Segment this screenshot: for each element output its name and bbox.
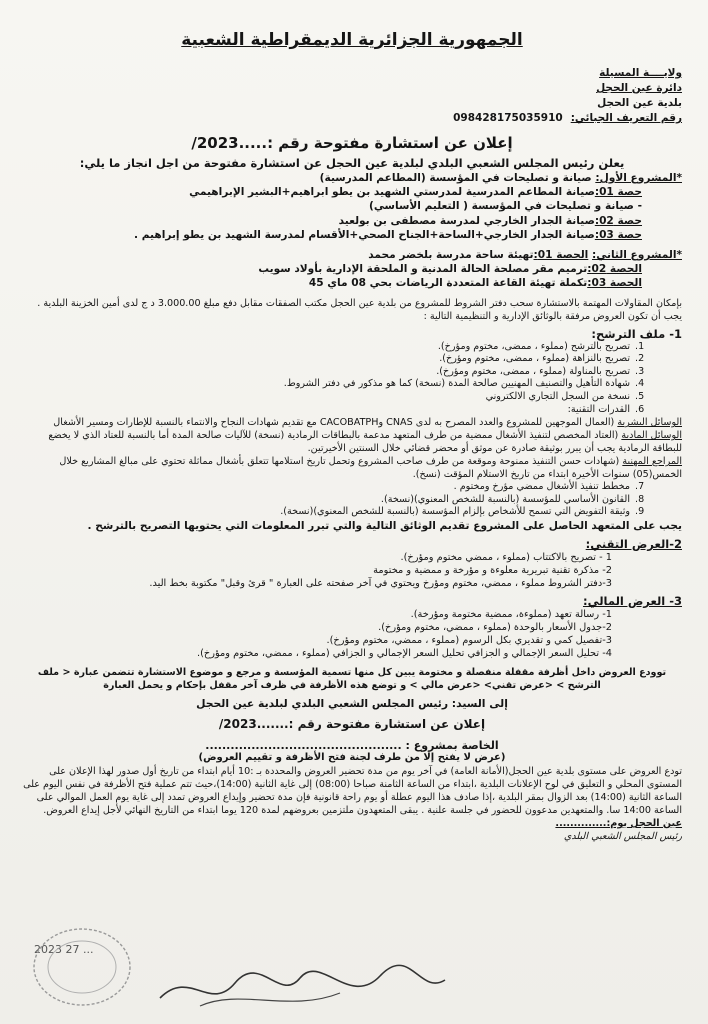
lot-text: صيانة الجدار الخارجي لمدرسة مصطفى بن بولعيد — [338, 214, 595, 227]
signer-title: رئيس المجلس الشعبي البلدي — [563, 830, 682, 842]
project-1-label: *المشروع الأول: — [595, 172, 682, 184]
project-2-lot-2 — [22, 262, 682, 276]
project-1-title: صيانة و تصليحات في المؤسسة (المطاعم المدرسية) — [319, 172, 592, 184]
lot-label: الحصة 03: — [587, 277, 642, 290]
fiscal-row — [22, 111, 682, 126]
lot-text: تهيئة ساحة مدرسة بلخضر محمد — [368, 249, 534, 262]
cap-refs-text: (شهادات حسن التنفيذ ممنوحة وموقعة من طرف صاحب المشروع وتحمل تاريخ استلامها تتعلق بأشغال مماثلة تحتوي على مبالغ المشاريع خلال الخمس(05) سنوات الأخيرة ابتداء من تاريخ الاستلام المؤقت (نسخ). — [59, 456, 682, 481]
bottom-notice-title: إعلان عن استشارة مفتوحة رقم :.......2023/ — [218, 716, 486, 731]
intro-paragraph: بإمكان المقاولات المهتمة بالاستشارة سحب دفتر الشروط للمشروع من بلدية عين الحجل مكتب الصفقات مقابل دفع مبلغ 3.000.00 د ج لدى أمين الخزينة البلدية . يجب أن تكون العروض مرفقة بالوثائق الإدارية و التنظيمية التالية : — [37, 297, 682, 322]
commune-line: بلدية عين الحجل — [597, 97, 682, 109]
project-1-lot-1 — [22, 185, 682, 199]
daira-line: دائرة عين الحجل — [596, 82, 682, 94]
fiscal-label: رقم التعريف الجبائي: — [570, 112, 682, 124]
list-item: 9. وثيقة التفويض التي تسمح للأشخاص بإلزام المؤسسة (بالنسبة للشخص المعنوي)(نسخة). — [22, 506, 632, 519]
list-item: 6. القدرات التقنية: — [22, 404, 632, 417]
section-2-title: 2-العرض التقني: — [585, 536, 682, 551]
lot-label: الحصة 01: — [533, 249, 589, 262]
section-1-title: 1- ملف الترشح: — [591, 326, 682, 341]
list-item: 2. تصريح بالنزاهة (مملوء ، ممضى، مختوم ومؤرخ). — [22, 353, 632, 366]
list-item: 3. تصريح بالمناولة (مملوء ، ممضى، مختوم ومؤرخ). — [22, 366, 632, 379]
project-2 — [22, 248, 682, 291]
final-paragraph: تودع العروض على مستوى بلدية عين الحجل(الأمانة العامة) في آخر يوم من مدة تحضير العروض والمحددة بـ :10 أيام ابتداء من تاريخ أول صدور لهذا الإعلان على المستوى المحلي و التعليق في لوح الإعلانات البلدية ،ابتداء من الساعة الثامنة صباحا (08:00) إلى غاية الثانية (14:00)،حيث تتم عملية فتح الأظرفة في نفس اليوم على الساعة الثانية (14:00) بعد الزوال بمقر البلدية ،إذا صادف هذا اليوم عطلة أو يوم راحة قانونية فإن مدة تحضير وإيداع العروض تمدد إلى غاية يوم العمل الموالي على الساعة 14:00 سا. والمتعهدين مدعوون للحضور في جلسة علنية . يبقى المتعهدون ملتزمين بعروضهم لمدة 120 يوما ابتداء من التاريخ النهائي لأجل إيداع العروض. — [23, 765, 682, 816]
cap-material — [22, 429, 682, 455]
list-item: 7. مخطط تنفيذ الأشغال ممضي مؤرخ ومختوم . — [22, 481, 632, 494]
cap-refs — [22, 455, 682, 481]
specific-note: (عرض لا يفتح إلا من طرف لجنة فتح الأظرفة و تقييم العروض) — [198, 751, 506, 763]
project-1-header — [22, 171, 682, 185]
fiscal-number: 098428175035910 — [453, 112, 563, 124]
project-1-lot-sub — [22, 199, 682, 213]
cap-human-label: الوسائل البشرية — [617, 417, 682, 429]
section-1-list — [22, 341, 682, 417]
list-item: 4. شهادة التأهيل والتصنيف المهنيين صالحة المدة (نسخة) كما هو مذكور في دفتر الشروط. — [22, 378, 632, 391]
cap-human — [22, 416, 682, 429]
project-1-lot-3 — [22, 228, 682, 242]
intro-line: يعلن رئيس المجلس الشعبي البلدي لبلدية عين الحجل عن استشارة مفتوحة من اجل انجاز ما يلي: — [79, 156, 625, 170]
wilaya-line: ولايــــة المسيلة — [599, 67, 682, 79]
list-item: 5. نسخة من السجل التجاري الالكتروني — [22, 391, 632, 404]
list-item: 2-جدول الأسعار بالوحدة (مملوء ، ممضي، مختوم ومؤرخ). — [378, 621, 612, 633]
list-item: 3-تفصيل كمي و تقديري بكل الرسوم (مملوء ، ممضي، مختوم ومؤرخ). — [326, 634, 612, 646]
lot-text: - صيانة و تصليحات في المؤسسة ( التعليم الأساسي) — [369, 200, 642, 213]
cap-material-label: الوسائل المادية — [621, 430, 682, 442]
list-item: 1. تصريح بالترشح (مملوء ، ممضى، مختوم ومؤرخ). — [22, 341, 632, 354]
lot-text: صيانة الجدار الخارجي+الساحة+الجناح الصحي+الأقسام لمدرسة الشهيد بن يطو إبراهيم . — [134, 228, 595, 241]
admin-header — [22, 66, 682, 126]
address-line: إلى السيد: رئيس المجلس الشعبي البلدي لبلدية عين الحجل — [196, 696, 508, 710]
list-item: 1- رسالة تعهد (مملوءة، ممضية مختومة ومؤرخة). — [410, 608, 612, 620]
lot-label: حصة 01: — [594, 186, 642, 199]
lot-text: ترميم مقر مصلحة الحالة المدنية و الملحقة الإدارية بأولاد سويب — [258, 263, 588, 276]
section-1-list-continued — [22, 481, 682, 519]
list-item: 2- مذكرة تقنية تبريرية معلوءة و مؤرخة و ممضية و مختومة — [373, 564, 612, 576]
section-2-list — [22, 551, 682, 590]
list-item: 3-دفتر الشروط مملوء ، ممضي، مختوم ومؤرخ ويحتوي في آخر صفحته على العبارة " قرئ وقبل" مكتوبة بخط اليد. — [149, 577, 612, 589]
lot-label: الحصة 02: — [587, 263, 642, 276]
done-at-line: عين الحجل يوم:.............. — [555, 817, 682, 829]
lot-text: تكملة تهيئة القاعة المتعددة الرياضات بحي 08 ماي 45 — [308, 277, 588, 290]
stamp-mark — [28, 924, 136, 1010]
project-2-label: *المشروع الثاني: — [592, 249, 682, 262]
project-2-lot-3 — [22, 276, 682, 290]
notice-title: إعلان عن استشارة مفتوحة رقم :.....2023/ — [191, 134, 513, 152]
cap-material-text: (العتاد المخصص لتنفيذ الأشغال ممضية من طرف المتعهد مدعمة بالبطاقات الرمادية (نسخة) للآليات صالحة المدة أما بالنسبة للعتاد الذي لا يخضع للبطاقة الرمادية يجب أن يبرر بوثيقة صادرة عن موثق أو محضر قضائي خلال السنتين الأخيرتين. — [48, 430, 682, 455]
requirement-line: يجب على المتعهد الحاصل على المشروع تقديم الوثائق التالية والتي تبرر المعلومات التي يحتويها التصريح بالترشح . — [87, 519, 682, 532]
handwritten-date: 2023 27 ... — [34, 943, 94, 956]
lot-text: صيانة المطاعم المدرسية لمدرستي الشهيد بن يطو ابراهيم+البشير الإبراهيمي — [189, 186, 595, 199]
lot-label: حصة 03: — [594, 228, 642, 241]
project-2-lot-1 — [22, 248, 682, 262]
lot-label: حصة 02: — [594, 214, 642, 227]
deposit-paragraph: توودع العروض داخل أظرفة مقفلة منفصلة و مختومة يبين كل منها تسمية المؤسسة و مرجع و موضوع الاستشارة تتضمن عبارة < ملف الترشح > <عرض تقني> <عرض مالي > و توضع هذه الأظرفة في ظرف آخر مقفل بإحكام و يحمل العبارة — [37, 666, 667, 691]
project-1 — [22, 171, 682, 242]
list-item: 8. القانون الأساسي للمؤسسة (بالنسبة للشخص المعنوي)(نسخة). — [22, 494, 632, 507]
section-3-title: 3- العرض المالي: — [582, 593, 682, 608]
cap-human-text: (العمال الموجهين للمشروع والعدد المصرح به لدى CNAS وCACOBATPH مع تقديم شهادات النجاح والانتماء بالنسبة للإطارات ومسير الأشغال — [53, 417, 615, 429]
list-item: 1 - تصريح بالاكتتاب (مملوء ، ممضي مختوم ومؤرخ). — [400, 551, 612, 563]
section-3-list — [22, 608, 682, 660]
republic-heading: الجمهورية الجزائرية الديمقراطية الشعبية — [181, 30, 523, 50]
signature-mark — [140, 958, 460, 1018]
specific-project-line: الخاصة بمشروع : ............................................... — [205, 738, 499, 752]
project-1-lot-2 — [22, 214, 682, 228]
cap-refs-label: المراجع المهنية — [622, 456, 682, 468]
list-item: 4- تحليل السعر الإجمالي و الجزافي تحليل السعر الإجمالي و الجزافي (مملوء ، ممضي، مختوم ومؤرخ). — [196, 647, 612, 659]
